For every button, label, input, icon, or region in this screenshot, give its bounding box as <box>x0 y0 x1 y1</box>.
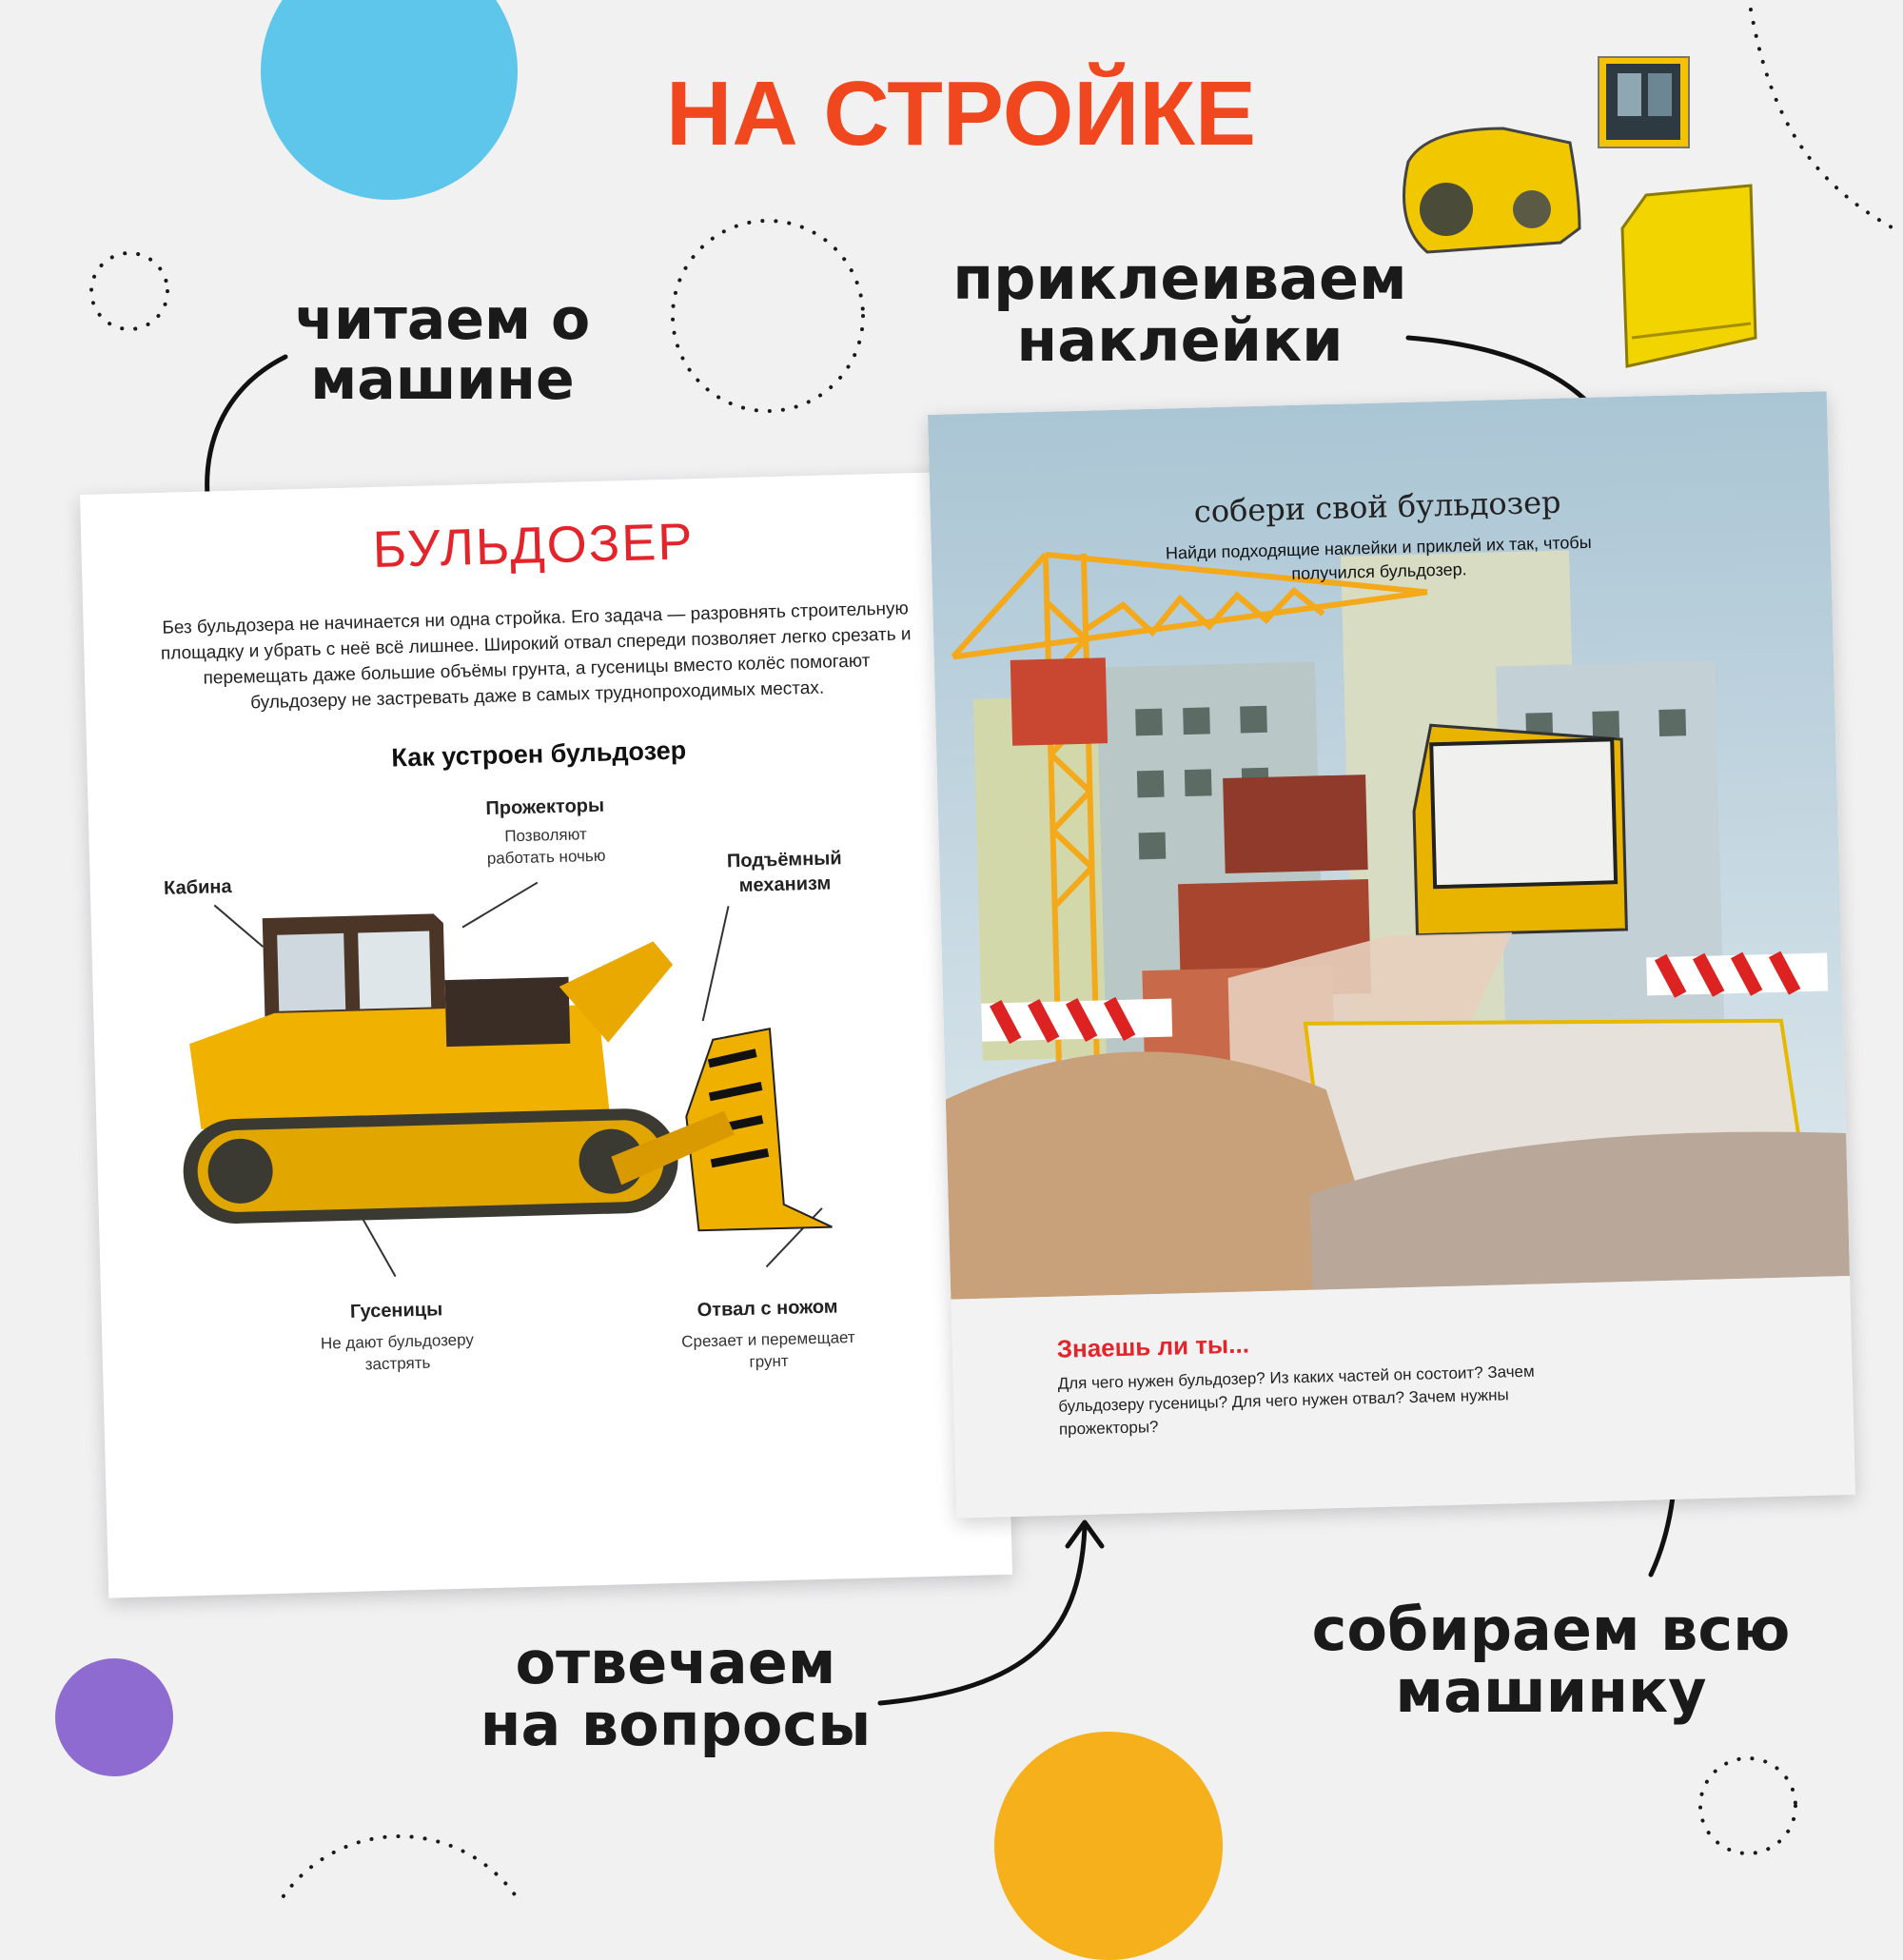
sticker-track <box>1404 128 1580 252</box>
label-blade-desc: Срезает и перемещает грунт <box>681 1327 855 1371</box>
diagram-title: Как устроен бульдозер <box>391 735 687 773</box>
left-page-title: БУЛЬДОЗЕР <box>372 513 696 578</box>
right-page <box>928 391 1855 1518</box>
headline: НА СТРОЙКЕ <box>666 63 1256 165</box>
callout-answer-questions: отвечаем на вопросы <box>480 1628 872 1760</box>
bulldozer-track <box>182 1107 679 1225</box>
crane-cabin <box>1010 657 1108 746</box>
callout-apply-stickers: приклеиваем наклейки <box>952 244 1407 376</box>
left-page <box>80 471 1012 1597</box>
sticker-blade <box>1622 186 1756 366</box>
label-cabin: Кабина <box>163 875 232 899</box>
right-page-title: собери свой бульдозер <box>1193 483 1561 530</box>
label-tracks-desc: Не дают бульдозеру застрять <box>320 1330 475 1374</box>
bulldozer-body <box>186 908 677 1129</box>
quiz-title: Знаешь ли ты... <box>1056 1329 1250 1363</box>
right-page-instruction: Найди подходящие наклейки и приклей их так, чтобы получился бульдозер. <box>1165 532 1592 584</box>
sticker-cabin-window <box>1599 57 1689 147</box>
left-page-intro: Без бульдозера не начинается ни одна стройка. Его задача — разровнять строительную площадку и убрать с неё всё лишнее. Широкий отвал спереди позволяет легко срезать и перемещать даже большие объёмы грунта, а гусеницы вместо колёс помогают бульдозеру не застревать даже в самых труднопроходимых местах. <box>160 598 912 714</box>
sticker-samples <box>1389 52 1770 385</box>
quiz-text: Для чего нужен бульдозер? Из каких частей он состоит? Зачем бульдозеру гусеницы? Для чего нужен отвал? Зачем нужны прожекторы? <box>1057 1362 1535 1439</box>
callout-assemble-machine: собираем всю машинку <box>1311 1595 1791 1727</box>
bulldozer-illustration <box>157 863 948 1302</box>
label-tracks: Гусеницы <box>349 1299 443 1323</box>
label-lift: Подъёмный механизм <box>726 848 842 897</box>
callout-read-about-machine: читаем о машине <box>294 286 591 413</box>
label-blade: Отвал с ножом <box>696 1296 838 1322</box>
label-lights: Прожекторы <box>485 794 605 819</box>
label-lights-desc: Позволяют работать ночью <box>486 825 606 868</box>
